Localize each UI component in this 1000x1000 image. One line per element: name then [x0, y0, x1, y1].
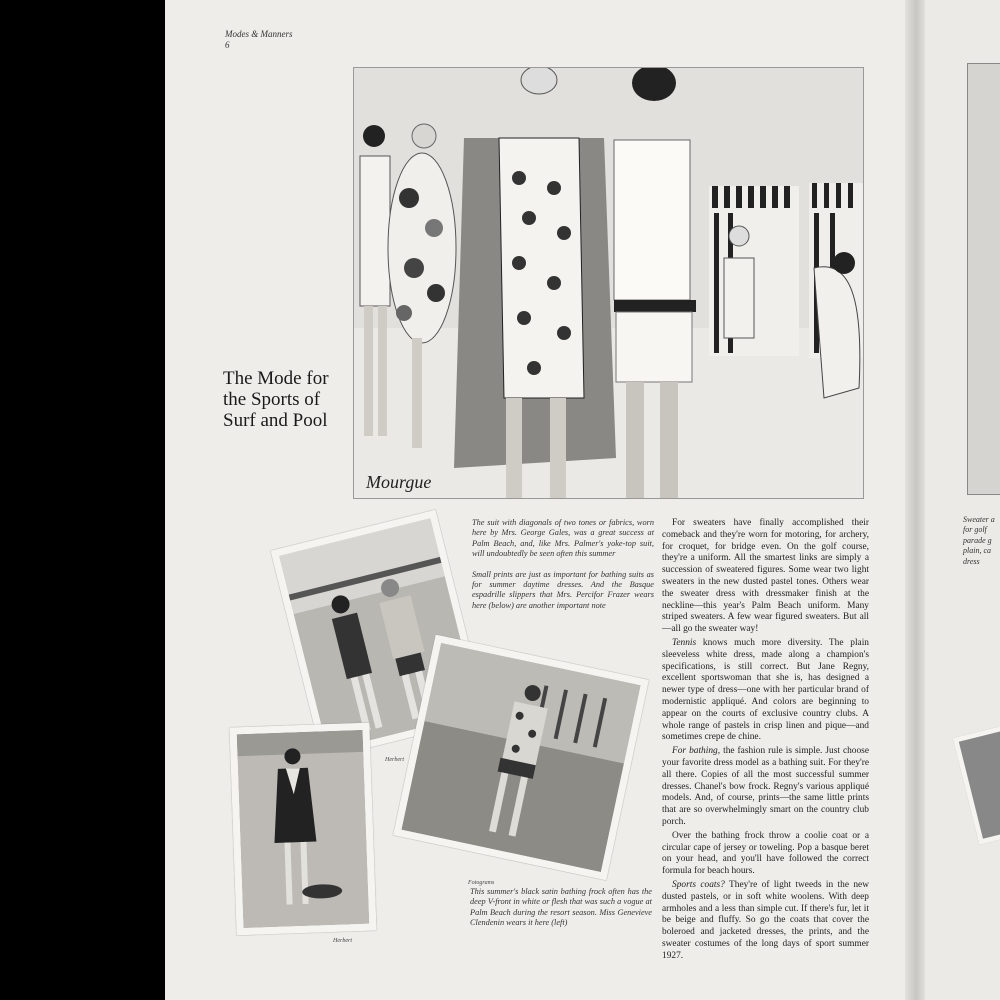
photo-black-satin-frock — [229, 723, 376, 936]
photo-caption — [472, 518, 654, 621]
photo-credit: Herbert — [385, 757, 404, 763]
page-gutter — [905, 0, 927, 1000]
facing-illustration — [967, 63, 1000, 495]
lead-in: Sports coats? — [672, 879, 725, 890]
photo-credit: Herbert — [333, 938, 352, 944]
facing-caption: Sweater a for golf parade g plain, ca dress — [963, 515, 995, 566]
body-paragraph: Sports coats? They're of light tweeds in the new dusted pastels, or in soft white woolens. With deep armholes and a less than simple cut. If there's fur, let it be beige and fluffy. So go the coats that cover the boleroed and jacketed dresses, the prints, and the sweater costumes of the long days of sport summer 1927. — [662, 879, 869, 961]
photo-caption-lower: This summer's black satin bathing frock often has the deep V-front in white or flesh that was such a vogue at Palm Beach during the resort season. Miss Genevieve Clendenin wears it here (left) — [470, 887, 652, 928]
facing-photo — [953, 721, 1000, 845]
beach-scene-drawing — [354, 68, 863, 498]
body-paragraph: For bathing, the fashion rule is simple. Just choose your favorite dress model as a bathing suit. For they're all there. Copies of all the most successful summer dresses. Chanel's bow frock. Regny's various appliqué models. And, of course, prints—the same little prints that are so overwhelmingly smart on the country club porch. — [662, 746, 869, 827]
body-paragraph: Tennis knows much more diversity. The plain sleeveless white dress, made along a champion's specifications, is still correct. But Jane Regny, excellent sportswoman that she is, has designed a newer type of dress—one with her particular brand of modernistic appliqué. And colors are beginning to appear on the courts of exclusive country clubs. A whole range of pastels in crisp linen and pique—and sometimes crepe de chine. — [662, 637, 869, 743]
photo-printed-suit — [393, 635, 649, 881]
folio-title: Modes & Manners — [225, 29, 293, 39]
article-body — [662, 518, 869, 964]
lead-in: For bathing, — [672, 746, 721, 757]
facing-page — [925, 0, 1000, 1000]
artist-signature: Mourgue — [366, 472, 432, 492]
caption-paragraph: The suit with diagonals of two tones or fabrics, worn here by Mrs. George Gales, was a great success at Palm Beach, and, like Mrs. Palmer's yoke-top suit, will undoubtedly be seen often this summer — [472, 518, 654, 559]
title-line-1: The Mode for — [223, 368, 329, 389]
photo-credit: Fotograms — [468, 880, 495, 886]
folio — [225, 29, 293, 51]
body-paragraph: Over the bathing frock throw a coolie coat or a circular cape of jersey or toweling. Pop a basque beret on your head, and you'll have followed the correct formula for beach hours. — [662, 830, 869, 877]
page-number: 6 — [225, 40, 230, 50]
scan-background — [0, 0, 165, 1000]
article-title — [223, 368, 329, 431]
caption-paragraph: Small prints are just as important for bathing suits as for summer daytime dresses. And the Basque espadrille slippers that Mrs. Percifor Frazer wears here (below) are another important note — [472, 569, 654, 610]
magazine-page — [165, 0, 915, 1000]
fashion-illustration — [353, 67, 864, 499]
title-line-3: Surf and Pool — [223, 410, 328, 431]
body-paragraph: For sweaters have finally accomplished their comeback and they're worn for motoring, for archery, for croquet, for bridge even. On the golf course, they're a uniform. All the smartest links are simply a succession of sweatered figures. Some wear two light sweaters in the new dusted pastel tones. Others wear the sweater dress with dressmaker finish at the neckline—this year's Palm Beach uniform. Many striped sweaters. A few wear figured sweaters. But all—all go the sweater way! — [662, 518, 869, 635]
lead-in: Tennis — [672, 637, 697, 648]
title-line-2: the Sports of — [223, 389, 321, 410]
